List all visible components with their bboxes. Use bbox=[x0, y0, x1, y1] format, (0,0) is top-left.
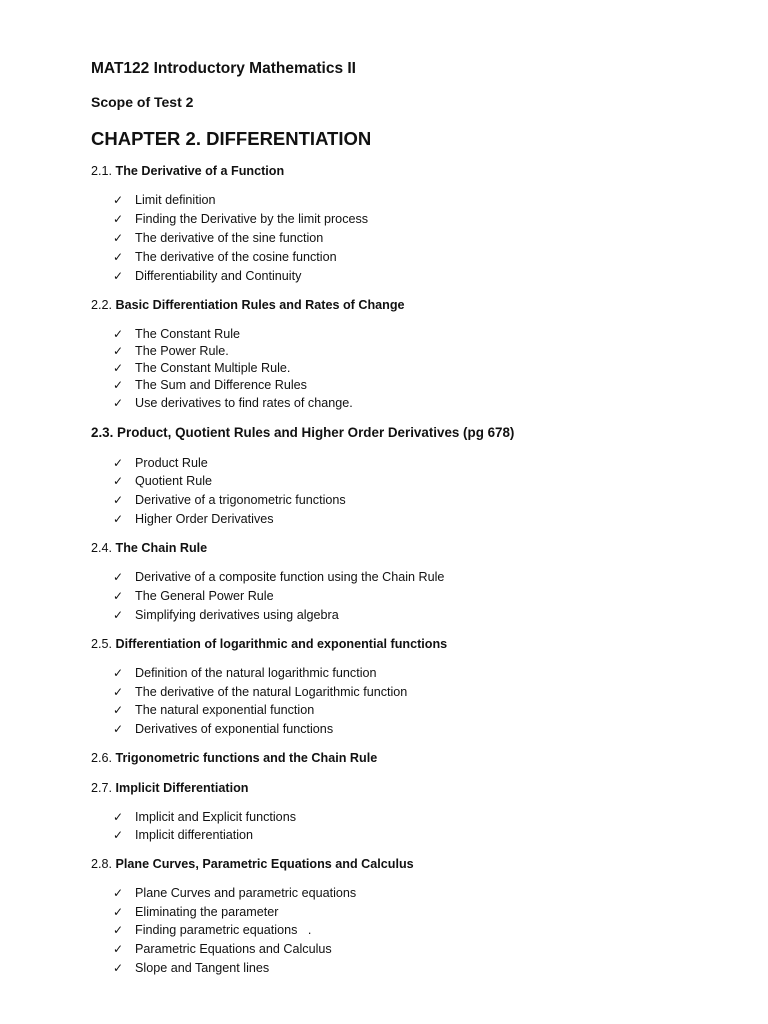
list-item: ✓ Use derivatives to find rates of change. bbox=[113, 396, 353, 410]
checkmark-icon: ✓ bbox=[113, 905, 124, 919]
course-title: MAT122 Introductory Mathematics II bbox=[91, 60, 356, 77]
list-item: ✓ Parametric Equations and Calculus bbox=[113, 942, 332, 956]
checkmark-icon: ✓ bbox=[113, 722, 124, 736]
list-item: ✓ Eliminating the parameter bbox=[113, 905, 279, 919]
checkmark-icon: ✓ bbox=[113, 589, 124, 603]
checkmark-icon: ✓ bbox=[113, 703, 124, 717]
section-heading: 2.5. Differentiation of logarithmic and exponential functions bbox=[91, 637, 448, 651]
checkmark-icon: ✓ bbox=[113, 570, 124, 584]
section-heading: 2.1. The Derivative of a Function bbox=[91, 164, 285, 178]
checkmark-icon: ✓ bbox=[113, 961, 124, 975]
checkmark-icon: ✓ bbox=[113, 828, 124, 842]
checkmark-icon: ✓ bbox=[113, 685, 124, 699]
checkmark-icon: ✓ bbox=[113, 886, 124, 900]
list-item: ✓ Definition of the natural logarithmic function bbox=[113, 666, 377, 680]
list-item: ✓ Plane Curves and parametric equations bbox=[113, 886, 357, 900]
list-item: ✓ Slope and Tangent lines bbox=[113, 961, 270, 975]
list-item: ✓ Derivative of a trigonometric functions bbox=[113, 493, 346, 507]
checkmark-icon: ✓ bbox=[113, 231, 124, 245]
list-item: ✓ Implicit differentiation bbox=[113, 828, 254, 842]
list-item: ✓ Product Rule bbox=[113, 456, 208, 470]
list-item: ✓ Derivative of a composite function using the Chain Rule bbox=[113, 570, 445, 584]
list-item: ✓ The Constant Rule bbox=[113, 327, 241, 341]
section-heading: 2.6. Trigonometric functions and the Chain Rule bbox=[91, 751, 378, 765]
section-heading: 2.3. Product, Quotient Rules and Higher Order Derivatives (pg 678) bbox=[91, 425, 515, 440]
checkmark-icon: ✓ bbox=[113, 942, 124, 956]
list-item: ✓ Quotient Rule bbox=[113, 474, 213, 488]
section-heading: 2.7. Implicit Differentiation bbox=[91, 781, 249, 795]
checkmark-icon: ✓ bbox=[113, 608, 124, 622]
list-item: ✓ The Constant Multiple Rule. bbox=[113, 361, 291, 375]
checkmark-icon: ✓ bbox=[113, 327, 124, 341]
list-item: ✓ The derivative of the natural Logarithmic function bbox=[113, 685, 408, 699]
list-item: ✓ The Power Rule. bbox=[113, 344, 229, 358]
checkmark-icon: ✓ bbox=[113, 810, 124, 824]
list-item: ✓ The natural exponential function bbox=[113, 703, 315, 717]
checkmark-icon: ✓ bbox=[113, 361, 124, 375]
checkmark-icon: ✓ bbox=[113, 923, 124, 937]
checkmark-icon: ✓ bbox=[113, 250, 124, 264]
list-item: ✓ Implicit and Explicit functions bbox=[113, 810, 296, 824]
list-item: ✓ Finding the Derivative by the limit process bbox=[113, 212, 369, 226]
list-item: ✓ Finding parametric equations . bbox=[113, 923, 312, 937]
checkmark-icon: ✓ bbox=[113, 666, 124, 680]
list-item: ✓ Limit definition bbox=[113, 193, 216, 207]
list-item: ✓ Derivatives of exponential functions bbox=[113, 722, 334, 736]
checkmark-icon: ✓ bbox=[113, 193, 124, 207]
checkmark-icon: ✓ bbox=[113, 474, 124, 488]
checkmark-icon: ✓ bbox=[113, 269, 124, 283]
section-heading: 2.2. Basic Differentiation Rules and Rates of Change bbox=[91, 298, 405, 312]
section-heading: 2.8. Plane Curves, Parametric Equations and Calculus bbox=[91, 857, 414, 871]
checkmark-icon: ✓ bbox=[113, 378, 124, 392]
list-item: ✓ The derivative of the cosine function bbox=[113, 250, 337, 264]
checkmark-icon: ✓ bbox=[113, 212, 124, 226]
chapter-title: CHAPTER 2. DIFFERENTIATION bbox=[91, 128, 372, 149]
list-item: ✓ The General Power Rule bbox=[113, 589, 274, 603]
list-item: ✓ Simplifying derivatives using algebra bbox=[113, 608, 339, 622]
checkmark-icon: ✓ bbox=[113, 344, 124, 358]
section-heading: 2.4. The Chain Rule bbox=[91, 541, 208, 555]
list-item: ✓ The derivative of the sine function bbox=[113, 231, 324, 245]
scope-title: Scope of Test 2 bbox=[91, 94, 194, 110]
list-item: ✓ Differentiability and Continuity bbox=[113, 269, 302, 283]
list-item: ✓ The Sum and Difference Rules bbox=[113, 378, 307, 392]
list-item: ✓ Higher Order Derivatives bbox=[113, 512, 274, 526]
checkmark-icon: ✓ bbox=[113, 456, 124, 470]
checkmark-icon: ✓ bbox=[113, 512, 124, 526]
checkmark-icon: ✓ bbox=[113, 493, 124, 507]
checkmark-icon: ✓ bbox=[113, 396, 124, 410]
